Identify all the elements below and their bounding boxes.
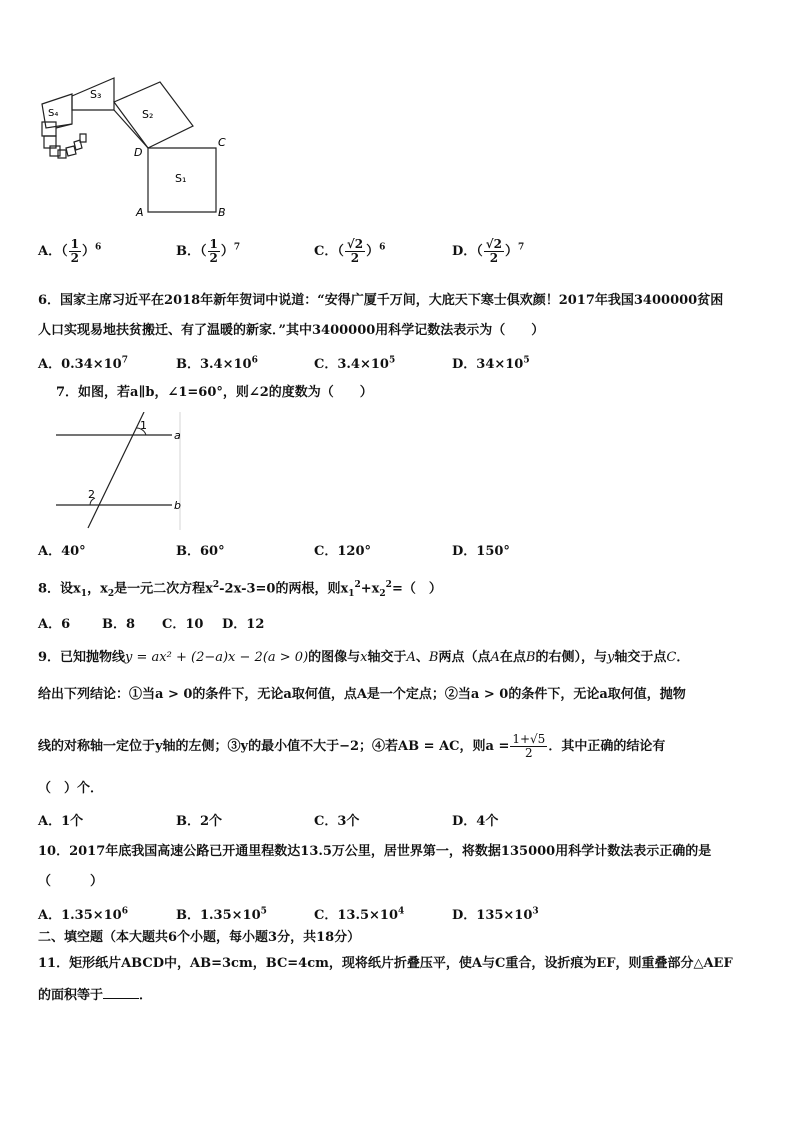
q9-option-d[interactable]: D．4个 (452, 814, 499, 829)
parallel-lines-figure (50, 412, 200, 530)
q5-option-a[interactable]: A．（ $\frac{1}{2}$ ）$^6$ (38, 237, 102, 265)
q6-option-c[interactable]: C．$3.4\times 10^5$ (314, 355, 396, 372)
label-s2: S₂ (142, 108, 154, 121)
section-2-heading: 二、填空题（本大题共6个小题，每小题3分，共18分） (38, 930, 361, 945)
q8-option-a[interactable]: A．6 (38, 617, 71, 632)
q9-line1: 9．已知抛物线y = ax² + (2−a)x − 2(a > 0)的图像与x轴交于A、B两点（点A在点B的右侧），与y轴交于点C． (38, 650, 690, 665)
angle-1-label: 1 (140, 419, 147, 432)
label-a: A (136, 206, 144, 219)
label-s3: S₃ (90, 88, 102, 101)
label-s4: S₄ (48, 108, 59, 119)
q7-stem: 7．如图，若a∥b，∠1=60°，则∠2的度数为（ ） (56, 385, 373, 400)
q10-option-a[interactable]: A．$1.35\times 10^6$ (38, 906, 128, 923)
label-s1: S₁ (175, 172, 187, 185)
square-s2 (114, 82, 193, 148)
line-b-label: b (174, 499, 181, 512)
q5-option-b[interactable]: B．（ $\frac{1}{2}$ ）$^7$ (176, 237, 241, 265)
q10-stem-line1: 10．2017年底我国高速公路已开通里程数达13.5万公里，居世界第一，将数据135000用科学计数法表示正确的是 (38, 844, 712, 859)
q7-option-a[interactable]: A．40° (38, 544, 86, 559)
q10-option-b[interactable]: B．$1.35\times 10^5$ (176, 906, 267, 923)
square-spiral-figure (30, 70, 240, 220)
q10-option-d[interactable]: D．$135\times 10^3$ (452, 906, 539, 923)
q5-option-d[interactable]: D．（ $\frac{√2}{2}$ ）$^7$ (452, 237, 525, 265)
q6-option-b[interactable]: B．$3.4\times 10^6$ (176, 355, 258, 372)
q9-line3: 线的对称轴一定位于y轴的左侧；③y的最小值不大于−2；④若AB = AC，则a = $\frac{1+√5}{2}$ ．其中正确的结论有 (38, 732, 666, 760)
q5-option-c[interactable]: C．（ $\frac{√2}{2}$ ）$^6$ (314, 237, 386, 265)
q9-option-a[interactable]: A．1个 (38, 814, 84, 829)
q9-option-c[interactable]: C．3个 (314, 814, 360, 829)
q6-stem-line1: 6．国家主席习近平在2018年新年贺词中说道：“安得广厦千万间，大庇天下寒士俱欢颜！2017年我国3400000贫困 (38, 293, 724, 308)
label-b: B (218, 206, 226, 219)
angle-2-label: 2 (88, 488, 95, 501)
q8-option-b[interactable]: B．8 (102, 617, 136, 632)
q9-line2: 给出下列结论：①当a > 0的条件下，无论a取何值，点A是一个定点；②当a > 0的条件下，无论a取何值，抛物 (38, 687, 686, 702)
q11-stem-line1: 11．矩形纸片ABCD中，AB=3cm，BC=4cm，现将纸片折叠压平，使A与C重合，设折痕为EF，则重叠部分△AEF (38, 956, 733, 971)
line-a-label: a (174, 429, 181, 442)
q8-option-d[interactable]: D．12 (222, 617, 265, 632)
q7-option-c[interactable]: C．120° (314, 544, 371, 559)
label-d: D (134, 146, 143, 159)
label-c: C (218, 136, 226, 149)
q7-option-b[interactable]: B．60° (176, 544, 225, 559)
q8-stem: 8．设$x_1$，$x_2$是一元二次方程$x^2-2x-3=0$的两根，则$x_1^2+x_2^2=$（ ） (38, 580, 442, 599)
q9-line4: （ ）个． (38, 781, 104, 796)
transversal (88, 412, 144, 528)
q7-option-d[interactable]: D．150° (452, 544, 510, 559)
q6-option-a[interactable]: A．$0.34\times 10^7$ (38, 355, 128, 372)
q8-option-c[interactable]: C．10 (162, 617, 204, 632)
q6-option-d[interactable]: D．$34\times 10^5$ (452, 355, 530, 372)
q10-stem-line2: （ ） (38, 874, 104, 889)
q11-stem-line2: 的面积等于 ． (38, 988, 153, 1003)
q9-option-b[interactable]: B．2个 (176, 814, 223, 829)
q6-stem-line2: 人口实现易地扶贫搬迁、有了温暖的新家．”其中3400000用科学记数法表示为（ ） (38, 323, 545, 338)
q10-option-c[interactable]: C．$13.5\times 10^4$ (314, 906, 405, 923)
q11-answer-blank[interactable] (103, 998, 139, 999)
